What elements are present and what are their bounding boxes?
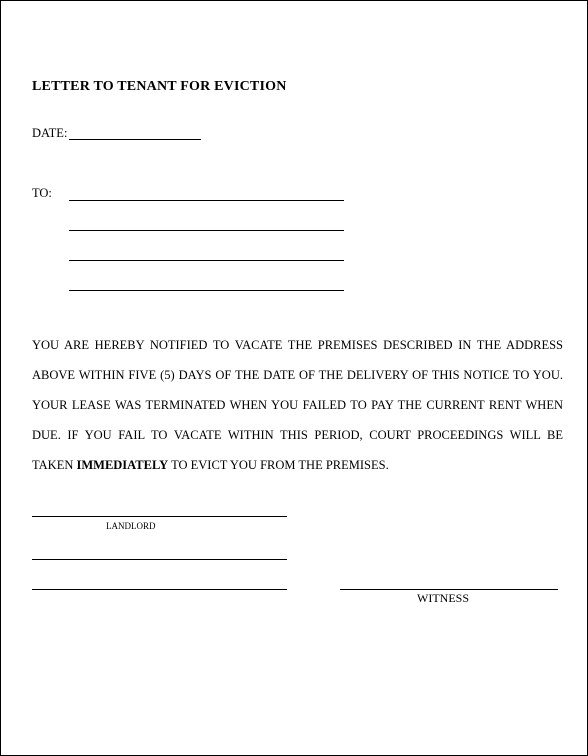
notice-body-emphasis: IMMEDIATELY <box>76 458 169 472</box>
recipient-line-1 <box>69 200 344 201</box>
witness-label: WITNESS <box>417 591 469 605</box>
notice-body <box>32 330 563 480</box>
document-title: LETTER TO TENANT FOR EVICTION <box>32 79 287 94</box>
notice-body-part-1: YOU ARE HEREBY NOTIFIED TO VACATE THE PREMISES DESCRIBED IN THE ADDRESS ABOVE WITHIN FIVE (5) DAYS OF THE DATE OF THE DELIVERY OF THIS NOTICE TO YOU. YOUR LEASE WAS TERMINATED WHEN YOU FAILED TO PAY THE CURRENT RENT WHEN DUE. IF YOU FAIL TO VACATE WITHIN THIS PERIOD, COURT PROCEEDINGS WILL BE TAKEN <box>32 338 563 472</box>
extra-signature-line <box>32 559 287 560</box>
recipient-line-2 <box>69 230 344 231</box>
date-blank-line <box>69 139 201 140</box>
notice-body-part-2: TO EVICT YOU FROM THE PREMISES. <box>168 458 389 472</box>
landlord-signature-line <box>32 516 287 517</box>
landlord-label: LANDLORD <box>106 521 156 531</box>
recipient-line-3 <box>69 260 344 261</box>
date-label: DATE: <box>32 126 68 140</box>
witness-signature-line <box>340 589 558 590</box>
landlord-address-line <box>32 589 287 590</box>
to-label: TO: <box>32 186 52 200</box>
recipient-line-4 <box>69 290 344 291</box>
